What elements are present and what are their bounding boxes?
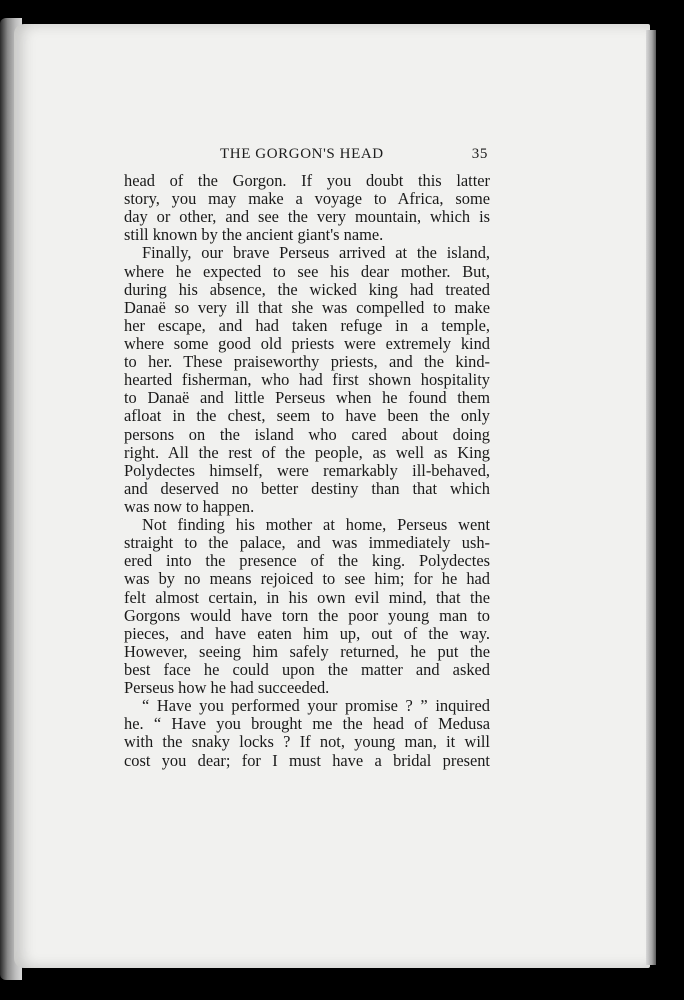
text-line: and deserved no better destiny than that which [124,478,490,498]
book-right-page-edge [646,30,656,965]
text-line: best face he could upon the matter and asked [124,659,490,679]
text-line: was by no means rejoiced to see him; for he had [124,569,490,589]
text-line: hearted fisherman, who had first shown hospitality [124,370,490,390]
text-line: head of the Gorgon. If you doubt this latter [124,171,490,190]
text-line: felt almost certain, in his own evil mind, that the [124,587,490,607]
text-line: However, seeing him safely returned, he put the [124,641,490,661]
text-line: cost you dear; for I must have a bridal present [124,750,490,770]
text-line: story, you may make a voyage to Africa, some [124,189,490,209]
text-line: still known by the ancient giant's name. [124,225,384,245]
page-header [124,146,490,168]
text-line: right. All the rest of the people, as well as King [124,442,490,462]
text-line: afloat in the chest, seem to have been the only [124,406,490,426]
text-line: during his absence, the wicked king had treated [124,279,490,299]
text-line: to Danaë and little Perseus when he found them [124,388,490,408]
text-line: to her. These praiseworthy priests, and the kind- [124,352,490,372]
text-line: ered into the presence of the king. Polydectes [124,551,490,571]
text-line: Danaë so very ill that she was compelled to make [124,297,490,317]
text-line: her escape, and had taken refuge in a temple, [124,315,490,335]
text-line: “ Have you performed your promise ? ” inquired [142,696,490,716]
running-head: THE GORGON'S HEAD [220,146,384,162]
text-line: Perseus how he had succeeded. [124,678,330,698]
text-line: where he expected to see his dear mother. But, [124,261,490,281]
text-line: Gorgons would have torn the poor young man to [124,605,490,625]
text-line: Finally, our brave Perseus arrived at the island, [142,243,490,263]
text-line: straight to the palace, and was immediately ush- [124,533,490,553]
text-line: Polydectes himself, were remarkably ill-behaved, [124,460,490,480]
text-line: day or other, and see the very mountain, which is [124,207,490,227]
body-text [124,172,490,770]
text-line: Not finding his mother at home, Perseus went [142,515,490,535]
text-line: pieces, and have eaten him up, out of the way. [124,623,490,643]
text-line: where some good old priests were extremely kind [124,333,490,353]
text-line: he. “ Have you brought me the head of Medusa [124,714,490,734]
page-number: 35 [471,146,488,162]
text-line: with the snaky locks ? If not, young man, it will [124,732,490,752]
text-line: was now to happen. [124,496,255,516]
text-line: persons on the island who cared about doing [124,424,490,444]
